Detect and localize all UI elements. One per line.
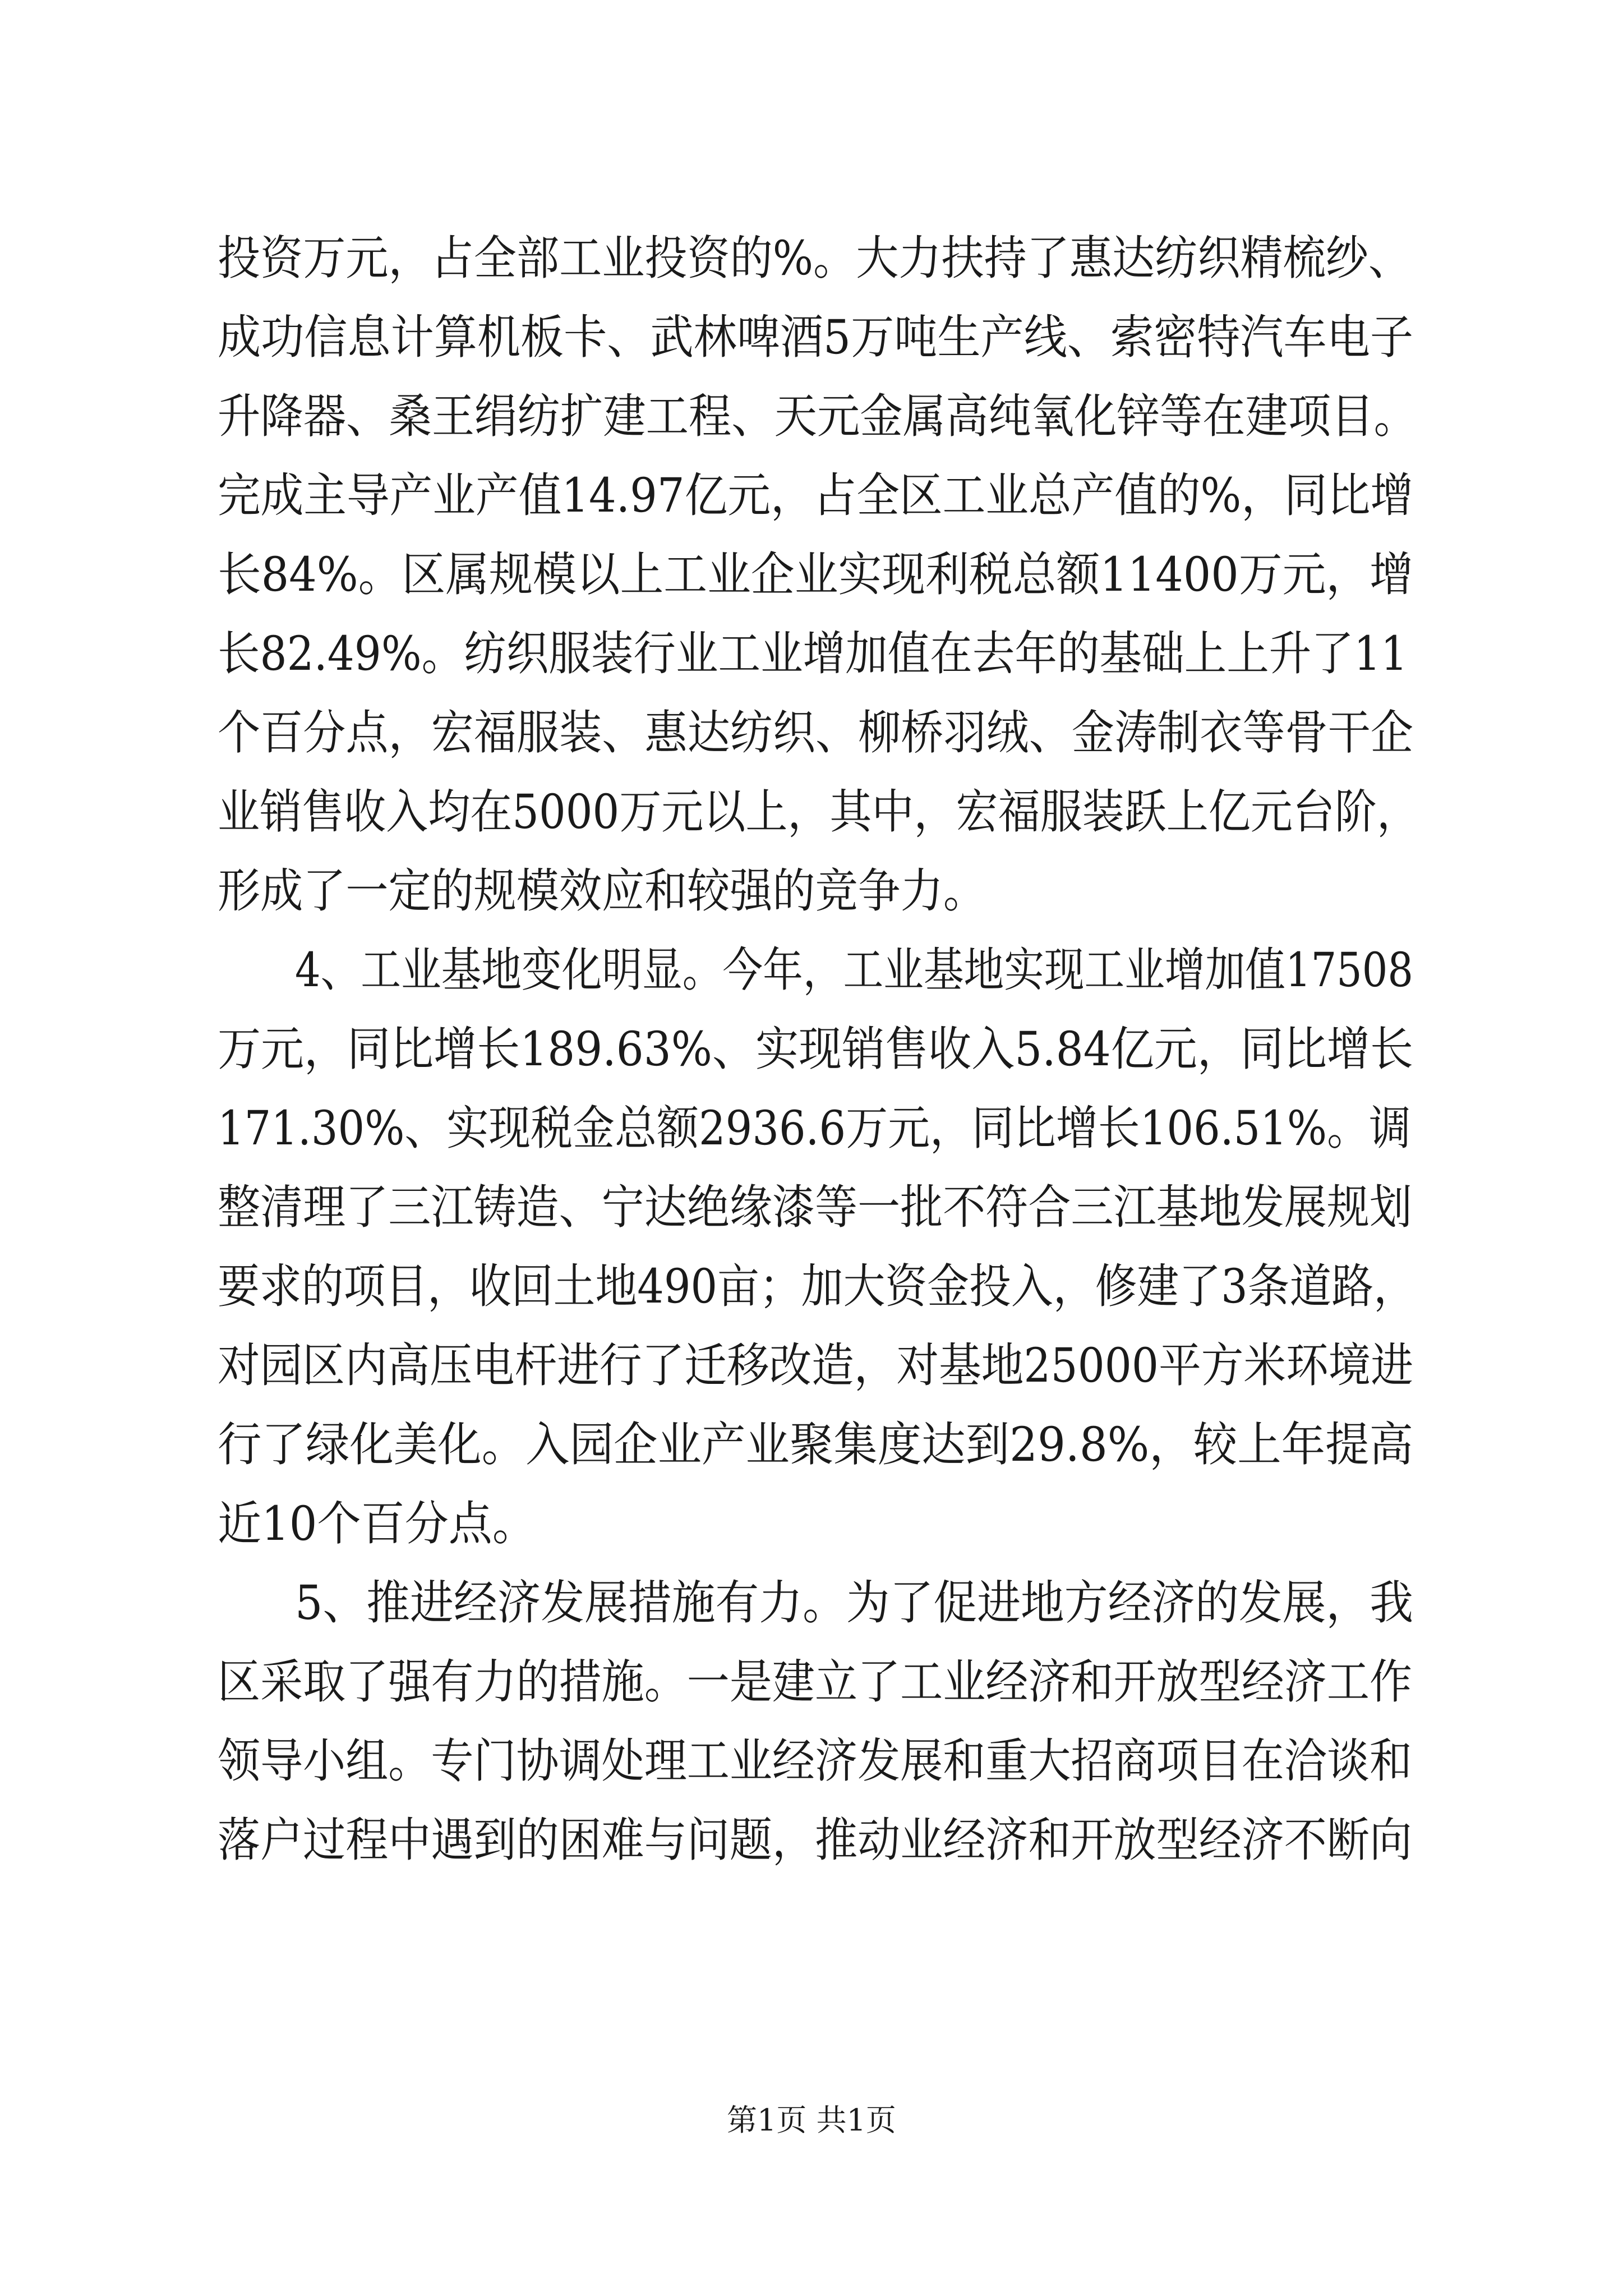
body-line bbox=[0, 1253, 1623, 1320]
body-line bbox=[0, 778, 1623, 845]
body-line bbox=[0, 1015, 1623, 1083]
line-text: 近10个百分点。 bbox=[218, 1496, 536, 1551]
body-line bbox=[0, 1490, 1623, 1557]
line-text: 区采取了强有力的措施。一是建立了工业经济和开放型经济工作 bbox=[218, 1654, 1412, 1709]
body-line bbox=[0, 541, 1623, 608]
line-text: 171.30%、实现税金总额2936.6万元，同比增长106.51%。调 bbox=[218, 1101, 1411, 1156]
body-line bbox=[0, 857, 1623, 924]
body-line bbox=[0, 303, 1623, 371]
body-line bbox=[0, 1174, 1623, 1241]
line-text: 4、工业基地变化明显。今年，工业基地实现工业增加值17508 bbox=[295, 942, 1413, 997]
line-text: 形成了一定的规模效应和较强的竞争力。 bbox=[218, 863, 986, 918]
body-line bbox=[0, 1411, 1623, 1478]
body-line bbox=[0, 1648, 1623, 1715]
body-line bbox=[0, 1806, 1623, 1874]
line-text: 完成主导产业产值14.97亿元，占全区工业总产值的%，同比增 bbox=[218, 468, 1413, 523]
body-line bbox=[0, 1569, 1623, 1636]
body-line bbox=[0, 936, 1623, 1004]
line-text: 落户过程中遇到的困难与问题，推动业经济和开放型经济不断向 bbox=[218, 1812, 1412, 1867]
page-footer: 第1页 共1页 bbox=[727, 2102, 896, 2138]
body-line bbox=[0, 1332, 1623, 1399]
line-text: 投资万元，占全部工业投资的%。大力扶持了惠达纺织精梳纱、 bbox=[218, 231, 1411, 286]
body-line bbox=[0, 462, 1623, 529]
line-text: 个百分点，宏福服装、惠达纺织、柳桥羽绒、金涛制衣等骨干企 bbox=[218, 705, 1413, 760]
line-text: 对园区内高压电杆进行了迁移改造，对基地25000平方米环境进 bbox=[218, 1338, 1413, 1393]
line-text: 领导小组。专门协调处理工业经济发展和重大招商项目在洽谈和 bbox=[218, 1733, 1412, 1788]
body-line bbox=[0, 699, 1623, 766]
body-line bbox=[0, 224, 1623, 292]
line-text: 成功信息计算机板卡、武林啤酒5万吨生产线、索密特汽车电子 bbox=[218, 310, 1413, 365]
line-text: 长84%。区属规模以上工业企业实现利税总额11400万元，增 bbox=[218, 547, 1413, 602]
body-line bbox=[0, 620, 1623, 687]
line-text: 要求的项目，收回土地490亩；加大资金投入，修建了3条道路， bbox=[218, 1259, 1415, 1314]
line-text: 升降器、桑王绢纺扩建工程、天元金属高纯氧化锌等在建项目。 bbox=[218, 389, 1417, 444]
line-text: 长82.49%。纺织服装行业工业增加值在去年的基础上上升了11 bbox=[218, 626, 1408, 681]
line-text: 万元，同比增长189.63%、实现销售收入5.84亿元，同比增长 bbox=[218, 1022, 1413, 1076]
body-line bbox=[0, 383, 1623, 450]
body-line bbox=[0, 1727, 1623, 1795]
line-text: 行了绿化美化。入园企业产业聚集度达到29.8%，较上年提高 bbox=[218, 1417, 1413, 1472]
line-text: 业销售收入均在5000万元以上，其中，宏福服装跃上亿元台阶， bbox=[218, 784, 1419, 839]
line-text: 整清理了三江铸造、宁达绝缘漆等一批不符合三江基地发展规划 bbox=[218, 1180, 1412, 1235]
body-line bbox=[0, 1094, 1623, 1162]
line-text: 5、推进经济发展措施有力。为了促进地方经济的发展，我 bbox=[295, 1575, 1413, 1630]
